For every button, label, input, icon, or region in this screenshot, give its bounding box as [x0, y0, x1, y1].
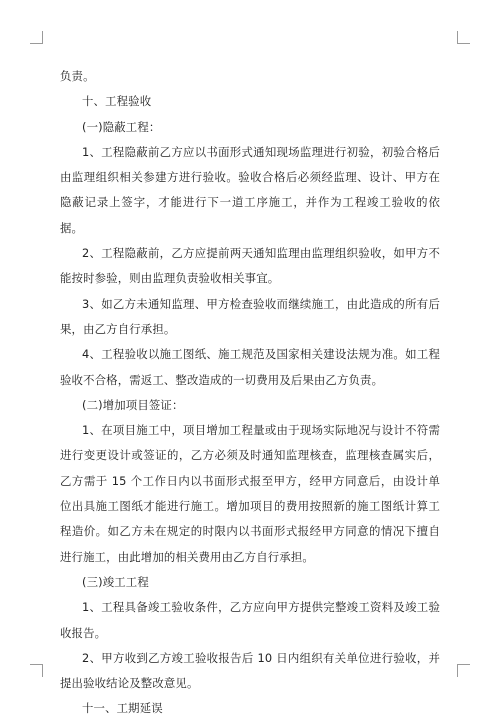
paragraph-added-items-1: 1、在项目施工中，项目增加工程量或由于现场实际地况与设计不符需进行变更设计或签证的，乙方必须及时通知监理核查，监理核查属实后，乙方需于 15 个工作日内以书面形式报至甲方，经甲方同意后，由设计单位出具施工图纸才能进行施工。增加项目的费用按照新的施工图纸计算工程造价。如乙方未在规定的时限内以书面形式报经甲方同意的情况下擅自进行施工，由此增加的相关费用由乙方自行承担。 — [60, 423, 440, 564]
paragraph-completion-1: 1、工程具备竣工验收条件，乙方应向甲方提供完整竣工资料及竣工验收报告。 — [60, 600, 440, 640]
document-body — [60, 64, 440, 722]
subheading-added-items: (二)增加项目签证： — [82, 397, 184, 412]
paragraph-concealed-2: 2、工程隐蔽前，乙方应提前两天通知监理由监理组织验收，如甲方不能按时参验，则由监理负责验收相关事宜。 — [60, 246, 440, 286]
section-heading-delay: 十一、工期延误 — [82, 701, 163, 716]
paragraph-concealed-4: 4、工程验收以施工图纸、施工规范及国家相关建设法规为准。如工程验收不合格，需返工、整改造成的一切费用及后果由乙方负责。 — [60, 347, 440, 387]
paragraph-completion-2: 2、甲方收到乙方竣工验收报告后 10 日内组织有关单位进行验收，并提出验收结论及整改意见。 — [60, 650, 440, 691]
paragraph-concealed-1: 1、工程隐蔽前乙方应以书面形式通知现场监理进行初验，初验合格后由监理组织相关参建方进行验收。验收合格后必须经监理、设计、甲方在隐蔽记录上签字，才能进行下一道工序施工，并作为工程竣工验收的依据。 — [60, 144, 440, 235]
paragraph-continuation: 负责。 — [60, 69, 95, 83]
subheading-concealed-works: (一)隐蔽工程： — [82, 119, 161, 134]
paragraph-concealed-3: 3、如乙方未通知监理、甲方检查验收而继续施工，由此造成的所有后果，由乙方自行承担。 — [60, 296, 440, 336]
section-heading-acceptance: 十、工程验收 — [82, 94, 152, 109]
crop-mark-bottom-left — [30, 664, 43, 677]
crop-mark-top-left — [30, 31, 43, 44]
subheading-completion: (三)竣工工程 — [82, 574, 149, 589]
crop-mark-bottom-right — [457, 664, 470, 677]
crop-mark-top-right — [457, 31, 470, 44]
